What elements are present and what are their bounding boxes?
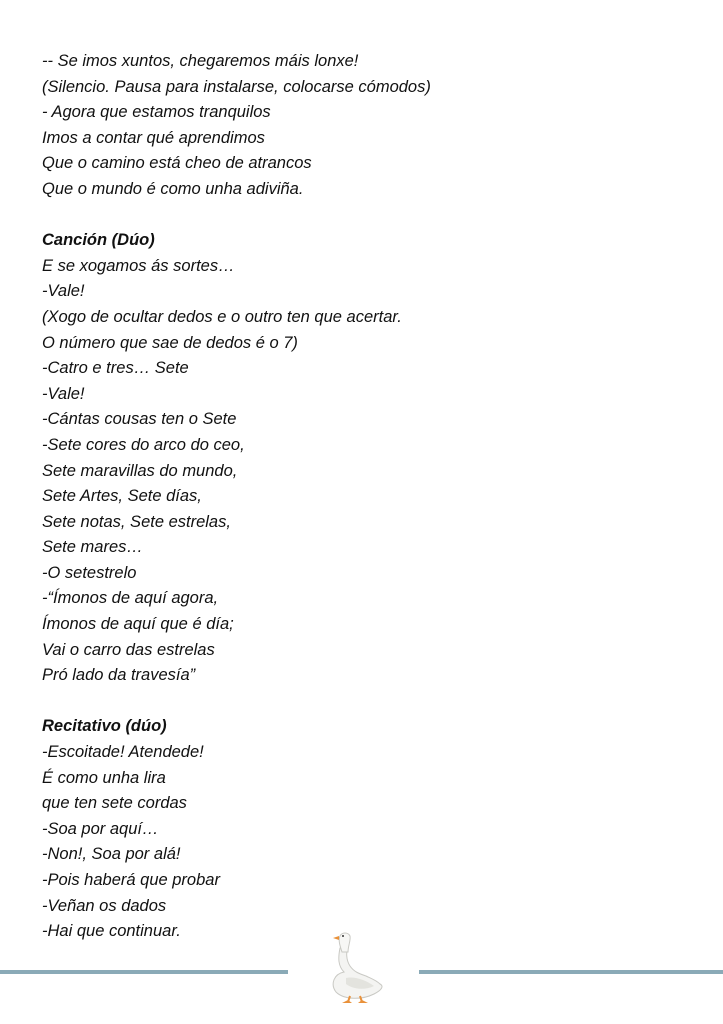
text-line: Sete Artes, Sete días, [42,487,202,506]
text-line: -Non!, Soa por alá! [42,845,181,864]
text-line: -O setestrelo [42,563,137,582]
text-line: Ímonos de aquí que é día; [42,615,234,634]
section-heading: Recitativo (dúo) [42,717,167,736]
text-line: -Sete cores do arco do ceo, [42,435,245,454]
section-cancion [42,228,682,689]
text-line: Pró lado da travesía” [42,666,196,685]
text-line: E se xogamos ás sortes… [42,256,235,275]
script-text [42,49,682,945]
footer-divider-right [419,970,723,974]
text-line: É como unha lira [42,768,166,787]
text-line: -Escoitade! Atendede! [42,743,204,762]
text-line: (Xogo de ocultar dedos e o outro ten que acertar. [42,307,402,326]
text-line: -Hai que continuar. [42,922,181,941]
text-line: Imos a contar qué aprendimos [42,128,265,147]
text-line: Sete mares… [42,538,143,557]
text-line: -Vale! [42,384,85,403]
spacer [42,689,682,715]
text-line: -- Se imos xuntos, chegaremos máis lonxe! [42,52,359,70]
text-line: Que o mundo é como unha adiviña. [42,179,304,198]
text-line: -Cántas cousas ten o Sete [42,410,237,429]
section-heading: Canción (Dúo) [42,231,155,250]
text-line: Sete notas, Sete estrelas, [42,512,231,531]
text-line: Que o camino está cheo de atrancos [42,154,312,173]
text-line: -“Ímonos de aquí agora, [42,589,219,608]
text-line: -Soa por aquí… [42,819,159,838]
footer-divider-left [0,970,288,974]
text-line: Sete maravillas do mundo, [42,461,238,480]
goose-icon [326,928,388,1006]
text-line: -Vale! [42,282,85,301]
text-line: -Veñan os dados [42,896,167,915]
section-recitativo [42,714,682,944]
text-line: - Agora que estamos tranquilos [42,103,271,122]
spacer [42,203,682,229]
section-intro [42,49,682,203]
text-line: -Catro e tres… Sete [42,359,189,378]
text-line: que ten sete cordas [42,794,187,813]
text-line: (Silencio. Pausa para instalarse, colocarse cómodos) [42,77,431,96]
text-line: -Pois haberá que probar [42,871,220,889]
text-line: O número que sae de dedos é o 7) [42,333,298,352]
text-line: Vai o carro das estrelas [42,640,215,659]
